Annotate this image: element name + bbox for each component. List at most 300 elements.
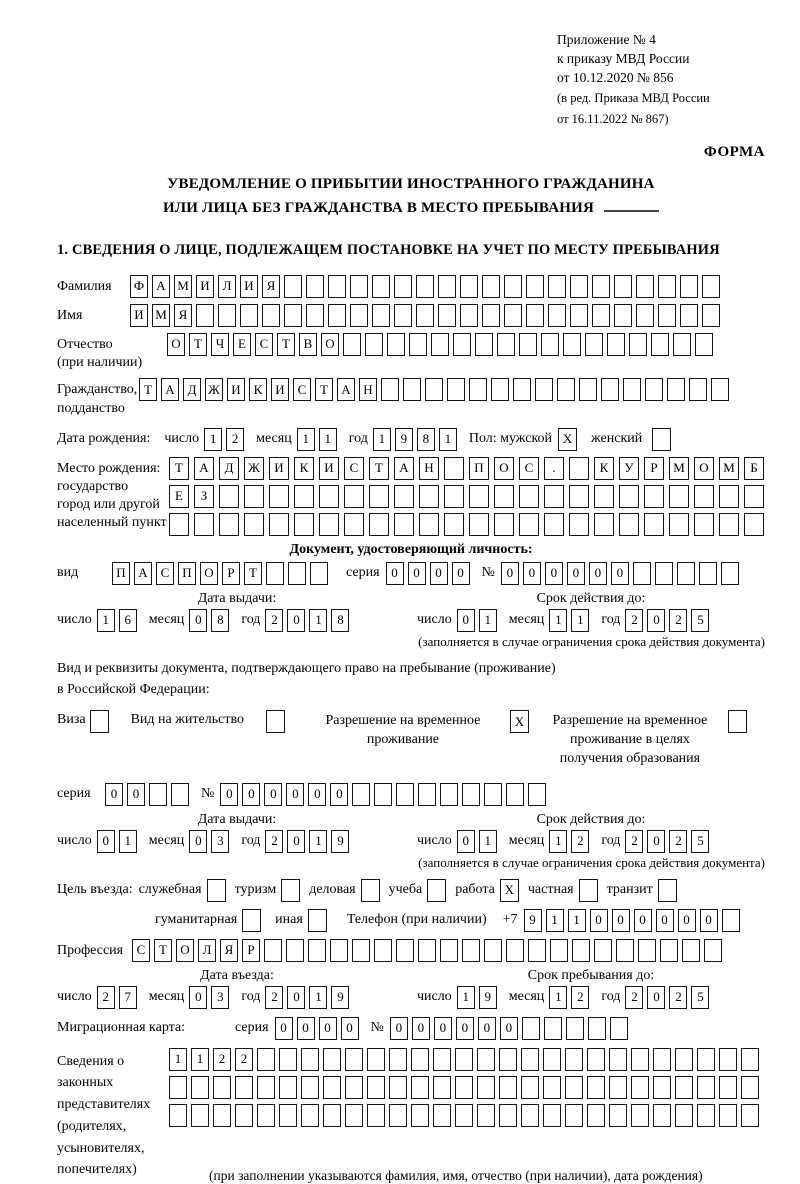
form-cell[interactable]: Л bbox=[198, 939, 216, 962]
form-cell[interactable]: М bbox=[174, 275, 192, 298]
residence-issue-year[interactable] bbox=[265, 830, 353, 853]
form-cell[interactable]: И bbox=[240, 275, 258, 298]
form-cell[interactable]: 0 bbox=[647, 609, 665, 632]
form-cell[interactable] bbox=[565, 1104, 583, 1127]
form-cell[interactable] bbox=[284, 304, 302, 327]
form-cell[interactable]: М bbox=[152, 304, 170, 327]
form-cell[interactable]: 1 bbox=[119, 830, 137, 853]
form-cell[interactable]: С bbox=[344, 457, 364, 480]
form-cell[interactable] bbox=[374, 939, 392, 962]
form-cell[interactable]: 0 bbox=[412, 1017, 430, 1040]
form-cell[interactable]: М bbox=[669, 457, 689, 480]
form-cell[interactable] bbox=[543, 1048, 561, 1071]
form-cell[interactable] bbox=[394, 275, 412, 298]
form-cell[interactable]: И bbox=[271, 378, 289, 401]
form-cell[interactable] bbox=[369, 513, 389, 536]
form-cell[interactable]: 8 bbox=[211, 609, 229, 632]
form-cell[interactable] bbox=[535, 378, 553, 401]
identity-issue-day[interactable] bbox=[97, 609, 141, 632]
form-cell[interactable]: 0 bbox=[408, 562, 426, 585]
form-cell[interactable] bbox=[319, 513, 339, 536]
form-cell[interactable] bbox=[462, 783, 480, 806]
form-cell[interactable] bbox=[367, 1104, 385, 1127]
form-cell[interactable] bbox=[694, 513, 714, 536]
form-cell[interactable] bbox=[569, 457, 589, 480]
form-cell[interactable] bbox=[389, 1048, 407, 1071]
form-cell[interactable] bbox=[207, 879, 226, 902]
form-cell[interactable] bbox=[528, 783, 546, 806]
form-cell[interactable] bbox=[644, 485, 664, 508]
form-cell[interactable]: Т bbox=[369, 457, 389, 480]
form-cell[interactable] bbox=[652, 428, 671, 451]
identity-valid-month[interactable] bbox=[549, 609, 593, 632]
identity-valid-day[interactable] bbox=[457, 609, 501, 632]
doc-kind-cells[interactable] bbox=[112, 562, 332, 585]
form-cell[interactable] bbox=[191, 1076, 209, 1099]
form-cell[interactable] bbox=[433, 1048, 451, 1071]
form-cell[interactable]: 0 bbox=[457, 609, 475, 632]
form-cell[interactable]: Т bbox=[315, 378, 333, 401]
form-cell[interactable]: 0 bbox=[220, 783, 238, 806]
form-cell[interactable] bbox=[418, 939, 436, 962]
form-cell[interactable] bbox=[438, 304, 456, 327]
form-cell[interactable] bbox=[521, 1048, 539, 1071]
form-cell[interactable] bbox=[365, 333, 383, 356]
form-cell[interactable]: 1 bbox=[549, 830, 567, 853]
form-cell[interactable] bbox=[323, 1104, 341, 1127]
form-cell[interactable]: 0 bbox=[678, 909, 696, 932]
form-cell[interactable] bbox=[631, 1076, 649, 1099]
form-cell[interactable] bbox=[469, 378, 487, 401]
form-cell[interactable] bbox=[544, 1017, 562, 1040]
form-cell[interactable] bbox=[491, 378, 509, 401]
form-cell[interactable] bbox=[345, 1076, 363, 1099]
form-cell[interactable] bbox=[499, 1104, 517, 1127]
form-cell[interactable]: 1 bbox=[204, 428, 222, 451]
form-cell[interactable] bbox=[235, 1076, 253, 1099]
form-cell[interactable] bbox=[477, 1104, 495, 1127]
form-cell[interactable] bbox=[301, 1104, 319, 1127]
form-cell[interactable]: 1 bbox=[549, 609, 567, 632]
form-cell[interactable] bbox=[616, 939, 634, 962]
migration-series-cells[interactable] bbox=[275, 1017, 363, 1040]
form-cell[interactable] bbox=[219, 513, 239, 536]
form-cell[interactable]: И bbox=[196, 275, 214, 298]
form-cell[interactable] bbox=[372, 304, 390, 327]
form-cell[interactable] bbox=[301, 1048, 319, 1071]
form-cell[interactable] bbox=[352, 939, 370, 962]
form-cell[interactable] bbox=[741, 1076, 759, 1099]
form-cell[interactable] bbox=[669, 485, 689, 508]
form-cell[interactable]: 0 bbox=[275, 1017, 293, 1040]
purpose-humanitarian-checkbox[interactable] bbox=[242, 909, 261, 932]
form-cell[interactable]: И bbox=[227, 378, 245, 401]
form-cell[interactable] bbox=[191, 1104, 209, 1127]
form-cell[interactable] bbox=[636, 275, 654, 298]
form-cell[interactable]: Т bbox=[169, 457, 189, 480]
form-cell[interactable] bbox=[169, 1076, 187, 1099]
form-cell[interactable] bbox=[521, 1076, 539, 1099]
form-cell[interactable] bbox=[592, 275, 610, 298]
form-cell[interactable]: 0 bbox=[297, 1017, 315, 1040]
form-cell[interactable]: 2 bbox=[669, 609, 687, 632]
form-cell[interactable] bbox=[149, 783, 167, 806]
form-cell[interactable] bbox=[266, 562, 284, 585]
form-cell[interactable] bbox=[389, 1104, 407, 1127]
form-cell[interactable]: 0 bbox=[456, 1017, 474, 1040]
form-cell[interactable]: Б bbox=[744, 457, 764, 480]
birth-day-cells[interactable] bbox=[204, 428, 248, 451]
birth-place-line-2[interactable] bbox=[169, 485, 769, 508]
form-cell[interactable]: О bbox=[167, 333, 185, 356]
form-cell[interactable] bbox=[444, 513, 464, 536]
temp-permit-checkbox[interactable] bbox=[510, 710, 529, 733]
form-cell[interactable] bbox=[482, 275, 500, 298]
stay-year-cells[interactable] bbox=[625, 986, 713, 1009]
form-cell[interactable] bbox=[319, 485, 339, 508]
form-cell[interactable] bbox=[284, 275, 302, 298]
form-cell[interactable]: 0 bbox=[97, 830, 115, 853]
form-cell[interactable]: С bbox=[519, 457, 539, 480]
form-cell[interactable] bbox=[587, 1104, 605, 1127]
form-cell[interactable] bbox=[594, 485, 614, 508]
purpose-business-checkbox[interactable] bbox=[361, 879, 380, 902]
residence-series-cells[interactable] bbox=[105, 783, 193, 806]
form-cell[interactable]: 0 bbox=[634, 909, 652, 932]
form-cell[interactable]: 0 bbox=[500, 1017, 518, 1040]
form-cell[interactable]: 1 bbox=[568, 909, 586, 932]
form-cell[interactable] bbox=[675, 1076, 693, 1099]
form-cell[interactable] bbox=[425, 378, 443, 401]
form-cell[interactable]: И bbox=[319, 457, 339, 480]
form-cell[interactable]: 1 bbox=[479, 609, 497, 632]
form-cell[interactable]: 2 bbox=[235, 1048, 253, 1071]
form-cell[interactable] bbox=[218, 304, 236, 327]
form-cell[interactable] bbox=[427, 879, 446, 902]
stay-month-cells[interactable] bbox=[549, 986, 593, 1009]
form-cell[interactable] bbox=[744, 485, 764, 508]
residence-issue-day[interactable] bbox=[97, 830, 141, 853]
form-cell[interactable]: З bbox=[194, 485, 214, 508]
form-cell[interactable]: 1 bbox=[549, 986, 567, 1009]
form-cell[interactable] bbox=[677, 562, 695, 585]
form-cell[interactable] bbox=[367, 1076, 385, 1099]
sex-male-checkbox[interactable] bbox=[558, 428, 577, 451]
form-cell[interactable] bbox=[689, 378, 707, 401]
form-cell[interactable]: 2 bbox=[265, 830, 283, 853]
form-cell[interactable]: 0 bbox=[390, 1017, 408, 1040]
form-cell[interactable]: 1 bbox=[309, 609, 327, 632]
form-cell[interactable]: 1 bbox=[97, 609, 115, 632]
form-cell[interactable] bbox=[587, 1076, 605, 1099]
form-cell[interactable] bbox=[653, 1048, 671, 1071]
form-cell[interactable] bbox=[653, 1076, 671, 1099]
form-cell[interactable] bbox=[607, 333, 625, 356]
form-cell[interactable]: И bbox=[130, 304, 148, 327]
form-cell[interactable]: 0 bbox=[286, 783, 304, 806]
form-cell[interactable] bbox=[169, 513, 189, 536]
form-cell[interactable] bbox=[519, 513, 539, 536]
form-cell[interactable] bbox=[594, 513, 614, 536]
form-cell[interactable] bbox=[416, 275, 434, 298]
form-cell[interactable] bbox=[629, 333, 647, 356]
form-cell[interactable] bbox=[658, 275, 676, 298]
form-cell[interactable]: П bbox=[112, 562, 130, 585]
form-cell[interactable] bbox=[588, 1017, 606, 1040]
form-cell[interactable]: Р bbox=[242, 939, 260, 962]
form-cell[interactable]: X bbox=[500, 879, 519, 902]
form-cell[interactable] bbox=[381, 378, 399, 401]
form-cell[interactable]: 0 bbox=[264, 783, 282, 806]
form-cell[interactable] bbox=[411, 1104, 429, 1127]
form-cell[interactable] bbox=[344, 513, 364, 536]
form-cell[interactable] bbox=[544, 485, 564, 508]
form-cell[interactable] bbox=[563, 333, 581, 356]
form-cell[interactable] bbox=[345, 1104, 363, 1127]
form-cell[interactable]: Е bbox=[233, 333, 251, 356]
form-cell[interactable]: 0 bbox=[330, 783, 348, 806]
form-cell[interactable] bbox=[433, 1104, 451, 1127]
form-cell[interactable] bbox=[614, 275, 632, 298]
migration-number-cells[interactable] bbox=[390, 1017, 632, 1040]
form-cell[interactable] bbox=[286, 939, 304, 962]
form-cell[interactable]: X bbox=[558, 428, 577, 451]
form-cell[interactable]: С bbox=[156, 562, 174, 585]
form-cell[interactable]: А bbox=[394, 457, 414, 480]
form-cell[interactable]: Д bbox=[219, 457, 239, 480]
form-cell[interactable] bbox=[469, 485, 489, 508]
form-cell[interactable] bbox=[411, 1076, 429, 1099]
form-cell[interactable] bbox=[522, 1017, 540, 1040]
form-cell[interactable]: 2 bbox=[97, 986, 115, 1009]
visa-checkbox[interactable] bbox=[90, 710, 109, 733]
form-cell[interactable]: 0 bbox=[647, 830, 665, 853]
form-cell[interactable] bbox=[623, 378, 641, 401]
form-cell[interactable] bbox=[440, 939, 458, 962]
form-cell[interactable] bbox=[566, 1017, 584, 1040]
form-cell[interactable]: Т bbox=[277, 333, 295, 356]
purpose-official-checkbox[interactable] bbox=[207, 879, 226, 902]
form-cell[interactable]: 1 bbox=[309, 830, 327, 853]
birth-month-cells[interactable] bbox=[297, 428, 341, 451]
form-cell[interactable] bbox=[344, 485, 364, 508]
form-cell[interactable]: 1 bbox=[546, 909, 564, 932]
form-cell[interactable]: 0 bbox=[319, 1017, 337, 1040]
form-cell[interactable] bbox=[526, 304, 544, 327]
form-cell[interactable] bbox=[453, 333, 471, 356]
form-cell[interactable] bbox=[455, 1048, 473, 1071]
sex-female-checkbox[interactable] bbox=[652, 428, 671, 451]
form-cell[interactable]: 0 bbox=[189, 830, 207, 853]
form-cell[interactable] bbox=[389, 1076, 407, 1099]
form-cell[interactable]: К bbox=[249, 378, 267, 401]
form-cell[interactable]: 0 bbox=[341, 1017, 359, 1040]
form-cell[interactable] bbox=[699, 562, 717, 585]
form-cell[interactable] bbox=[455, 1104, 473, 1127]
form-cell[interactable] bbox=[444, 457, 464, 480]
form-cell[interactable] bbox=[196, 304, 214, 327]
form-cell[interactable] bbox=[374, 783, 392, 806]
form-cell[interactable] bbox=[631, 1048, 649, 1071]
form-cell[interactable]: К bbox=[594, 457, 614, 480]
form-cell[interactable] bbox=[244, 485, 264, 508]
form-cell[interactable]: 2 bbox=[625, 609, 643, 632]
form-cell[interactable] bbox=[240, 304, 258, 327]
form-cell[interactable] bbox=[592, 304, 610, 327]
form-cell[interactable]: 0 bbox=[589, 562, 607, 585]
form-cell[interactable]: О bbox=[176, 939, 194, 962]
form-cell[interactable] bbox=[513, 378, 531, 401]
form-cell[interactable] bbox=[609, 1076, 627, 1099]
form-cell[interactable]: 0 bbox=[308, 783, 326, 806]
form-cell[interactable] bbox=[504, 304, 522, 327]
form-cell[interactable] bbox=[350, 304, 368, 327]
form-cell[interactable] bbox=[550, 939, 568, 962]
form-cell[interactable]: 7 bbox=[119, 986, 137, 1009]
form-cell[interactable]: Л bbox=[218, 275, 236, 298]
residence-valid-year[interactable] bbox=[625, 830, 713, 853]
form-cell[interactable]: 0 bbox=[612, 909, 630, 932]
form-cell[interactable] bbox=[719, 1104, 737, 1127]
form-cell[interactable] bbox=[396, 939, 414, 962]
form-cell[interactable] bbox=[614, 304, 632, 327]
form-cell[interactable]: 1 bbox=[457, 986, 475, 1009]
form-cell[interactable] bbox=[294, 513, 314, 536]
form-cell[interactable] bbox=[484, 939, 502, 962]
form-cell[interactable] bbox=[372, 275, 390, 298]
form-cell[interactable] bbox=[394, 513, 414, 536]
form-cell[interactable] bbox=[704, 939, 722, 962]
form-cell[interactable]: 0 bbox=[127, 783, 145, 806]
form-cell[interactable]: А bbox=[194, 457, 214, 480]
form-cell[interactable] bbox=[352, 783, 370, 806]
residence-valid-day[interactable] bbox=[457, 830, 501, 853]
form-cell[interactable] bbox=[644, 513, 664, 536]
form-cell[interactable]: Я bbox=[220, 939, 238, 962]
form-cell[interactable] bbox=[675, 1104, 693, 1127]
form-cell[interactable]: 0 bbox=[478, 1017, 496, 1040]
form-cell[interactable] bbox=[306, 275, 324, 298]
form-cell[interactable] bbox=[697, 1076, 715, 1099]
form-cell[interactable]: 0 bbox=[501, 562, 519, 585]
form-cell[interactable]: В bbox=[299, 333, 317, 356]
form-cell[interactable]: . bbox=[544, 457, 564, 480]
form-cell[interactable] bbox=[572, 939, 590, 962]
entry-month-cells[interactable] bbox=[189, 986, 233, 1009]
form-cell[interactable] bbox=[310, 562, 328, 585]
form-cell[interactable] bbox=[308, 909, 327, 932]
form-cell[interactable] bbox=[669, 513, 689, 536]
form-cell[interactable] bbox=[609, 1048, 627, 1071]
form-cell[interactable]: 0 bbox=[434, 1017, 452, 1040]
form-cell[interactable] bbox=[460, 304, 478, 327]
purpose-work-checkbox[interactable] bbox=[500, 879, 519, 902]
form-cell[interactable]: 0 bbox=[287, 986, 305, 1009]
purpose-private-checkbox[interactable] bbox=[579, 879, 598, 902]
form-cell[interactable] bbox=[722, 909, 740, 932]
identity-issue-month[interactable] bbox=[189, 609, 233, 632]
form-cell[interactable]: 0 bbox=[523, 562, 541, 585]
birth-year-cells[interactable] bbox=[373, 428, 461, 451]
form-cell[interactable]: 1 bbox=[479, 830, 497, 853]
residence-permit-checkbox[interactable] bbox=[266, 710, 285, 733]
form-cell[interactable] bbox=[638, 939, 656, 962]
form-cell[interactable]: Я bbox=[174, 304, 192, 327]
form-cell[interactable] bbox=[673, 333, 691, 356]
form-cell[interactable]: 0 bbox=[656, 909, 674, 932]
form-cell[interactable]: Т bbox=[244, 562, 262, 585]
residence-number-cells[interactable] bbox=[220, 783, 550, 806]
form-cell[interactable] bbox=[570, 275, 588, 298]
form-cell[interactable]: О bbox=[494, 457, 514, 480]
form-cell[interactable] bbox=[494, 513, 514, 536]
surname-cells[interactable] bbox=[130, 275, 724, 298]
form-cell[interactable] bbox=[744, 513, 764, 536]
form-cell[interactable]: 1 bbox=[373, 428, 391, 451]
form-cell[interactable] bbox=[416, 304, 434, 327]
form-cell[interactable] bbox=[409, 333, 427, 356]
form-cell[interactable] bbox=[279, 1048, 297, 1071]
form-cell[interactable] bbox=[579, 879, 598, 902]
form-cell[interactable] bbox=[521, 1104, 539, 1127]
representatives-line-1[interactable] bbox=[169, 1048, 763, 1071]
form-cell[interactable] bbox=[497, 333, 515, 356]
form-cell[interactable] bbox=[565, 1076, 583, 1099]
form-cell[interactable]: Ж bbox=[244, 457, 264, 480]
form-cell[interactable] bbox=[279, 1076, 297, 1099]
form-cell[interactable] bbox=[350, 275, 368, 298]
form-cell[interactable] bbox=[281, 879, 300, 902]
form-cell[interactable] bbox=[269, 485, 289, 508]
residence-valid-month[interactable] bbox=[549, 830, 593, 853]
form-cell[interactable]: Т bbox=[189, 333, 207, 356]
form-cell[interactable] bbox=[90, 710, 109, 733]
form-cell[interactable]: 5 bbox=[691, 986, 709, 1009]
form-cell[interactable] bbox=[361, 879, 380, 902]
form-cell[interactable] bbox=[711, 378, 729, 401]
form-cell[interactable] bbox=[169, 1104, 187, 1127]
form-cell[interactable] bbox=[741, 1048, 759, 1071]
form-cell[interactable] bbox=[702, 304, 720, 327]
form-cell[interactable]: 1 bbox=[571, 609, 589, 632]
form-cell[interactable] bbox=[455, 1076, 473, 1099]
form-cell[interactable] bbox=[499, 1076, 517, 1099]
form-cell[interactable]: 0 bbox=[105, 783, 123, 806]
form-cell[interactable] bbox=[543, 1104, 561, 1127]
form-cell[interactable] bbox=[633, 562, 651, 585]
form-cell[interactable]: 9 bbox=[524, 909, 542, 932]
form-cell[interactable]: А bbox=[134, 562, 152, 585]
form-cell[interactable] bbox=[460, 275, 478, 298]
form-cell[interactable] bbox=[519, 485, 539, 508]
form-cell[interactable]: 0 bbox=[386, 562, 404, 585]
form-cell[interactable] bbox=[631, 1104, 649, 1127]
form-cell[interactable] bbox=[440, 783, 458, 806]
form-cell[interactable]: 9 bbox=[479, 986, 497, 1009]
form-cell[interactable]: 0 bbox=[545, 562, 563, 585]
form-cell[interactable]: 2 bbox=[226, 428, 244, 451]
form-cell[interactable] bbox=[257, 1076, 275, 1099]
form-cell[interactable]: 2 bbox=[265, 609, 283, 632]
form-cell[interactable]: Т bbox=[139, 378, 157, 401]
identity-valid-year[interactable] bbox=[625, 609, 713, 632]
form-cell[interactable] bbox=[721, 562, 739, 585]
form-cell[interactable]: П bbox=[469, 457, 489, 480]
form-cell[interactable]: 0 bbox=[242, 783, 260, 806]
form-cell[interactable] bbox=[301, 1076, 319, 1099]
form-cell[interactable] bbox=[719, 1076, 737, 1099]
form-cell[interactable] bbox=[242, 909, 261, 932]
